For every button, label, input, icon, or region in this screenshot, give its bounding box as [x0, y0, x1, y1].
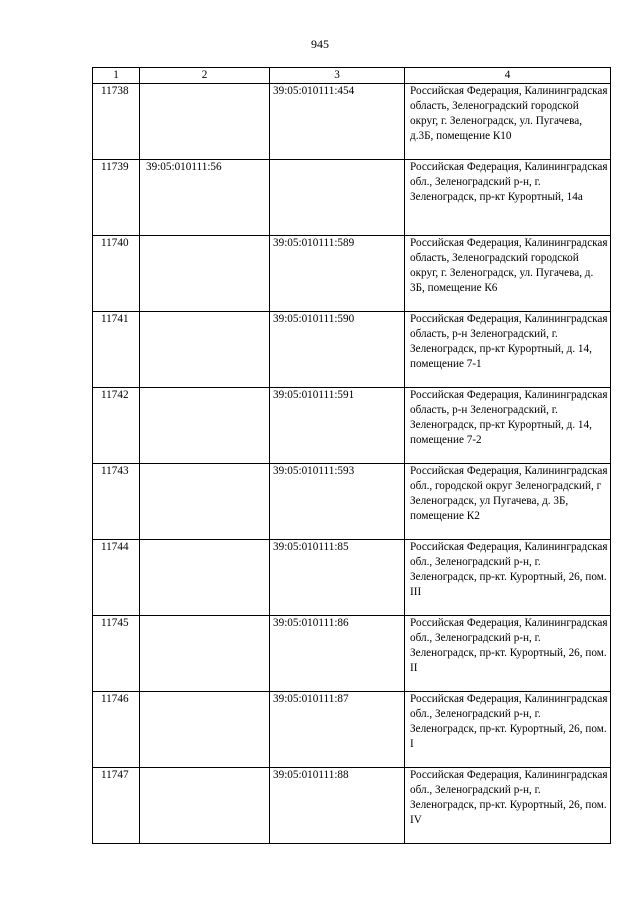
cadastral-number-col3: 39:05:010111:85	[270, 540, 405, 616]
record-number: 11746	[93, 692, 140, 768]
cadastral-number-col2: 39:05:010111:56	[140, 160, 270, 236]
table-row	[93, 160, 611, 236]
table-row	[93, 464, 611, 540]
address: Российская Федерация, Калининградская обл., Зеленоградский р-н, г. Зеленоградск, пр-кт. Курортный, 26, пом. I	[405, 692, 611, 768]
address: Российская Федерация, Калининградская обл., Зеленоградский р-н, г. Зеленоградск, пр-кт Курортный, 14а	[405, 160, 611, 236]
cadastral-number-col3: 39:05:010111:591	[270, 388, 405, 464]
table-row	[93, 236, 611, 312]
cadastral-number-col2	[140, 464, 270, 540]
address: Российская Федерация, Калининградская обл., Зеленоградский р-н, г. Зеленоградск, пр-кт. Курортный, 26, пом. II	[405, 616, 611, 692]
table-header-row	[93, 68, 611, 84]
cadastral-number-col3: 39:05:010111:454	[270, 84, 405, 160]
record-number: 11739	[93, 160, 140, 236]
table-row	[93, 540, 611, 616]
address: Российская Федерация, Калининградская область, Зеленоградский городской округ, г. Зеленоградск, ул. Пугачева, д.3Б, помещение К10	[405, 84, 611, 160]
table-row	[93, 768, 611, 844]
column-header-3: 3	[270, 68, 405, 84]
cadastral-number-col2	[140, 616, 270, 692]
cadastral-number-col2	[140, 236, 270, 312]
cadastral-number-col2	[140, 768, 270, 844]
table-row	[93, 692, 611, 768]
column-header-2: 2	[140, 68, 270, 84]
cadastral-number-col2	[140, 692, 270, 768]
cadastral-number-col3: 39:05:010111:590	[270, 312, 405, 388]
cadastral-number-col3: 39:05:010111:88	[270, 768, 405, 844]
cadastral-number-col3: 39:05:010111:593	[270, 464, 405, 540]
cadastral-number-col3	[270, 160, 405, 236]
record-number: 11745	[93, 616, 140, 692]
address: Российская Федерация, Калининградская обл., Зеленоградский р-н, г. Зеленоградск, пр-кт. Курортный, 26, пом. III	[405, 540, 611, 616]
page-number: 945	[311, 37, 329, 51]
record-number: 11738	[93, 84, 140, 160]
cadastral-number-col2	[140, 388, 270, 464]
column-header-1: 1	[93, 68, 140, 84]
record-number: 11742	[93, 388, 140, 464]
cadastral-number-col3: 39:05:010111:589	[270, 236, 405, 312]
record-number: 11747	[93, 768, 140, 844]
address: Российская Федерация, Калининградская обл., Зеленоградский р-н, г. Зеленоградск, пр-кт. Курортный, 26, пом. IV	[405, 768, 611, 844]
table-row	[93, 616, 611, 692]
record-number: 11740	[93, 236, 140, 312]
address: Российская Федерация, Калининградская обл., городской округ Зеленоградский, г Зеленоградск, ул Пугачева, д. 3Б, помещение К2	[405, 464, 611, 540]
address: Российская Федерация, Калининградская область, р-н Зеленоградский, г. Зеленоградск, пр-кт Курортный, д. 14, помещение 7-2	[405, 388, 611, 464]
record-number: 11741	[93, 312, 140, 388]
cadastral-number-col2	[140, 84, 270, 160]
column-header-4: 4	[405, 68, 611, 84]
registry-table	[92, 67, 611, 844]
address: Российская Федерация, Калининградская область, Зеленоградский городской округ, г. Зеленоградск, ул. Пугачева, д. 3Б, помещение К6	[405, 236, 611, 312]
cadastral-number-col3: 39:05:010111:87	[270, 692, 405, 768]
cadastral-number-col2	[140, 540, 270, 616]
table-row	[93, 84, 611, 160]
record-number: 11744	[93, 540, 140, 616]
cadastral-number-col2	[140, 312, 270, 388]
table-row	[93, 312, 611, 388]
address: Российская Федерация, Калининградская область, р-н Зеленоградский, г. Зеленоградск, пр-кт Курортный, д. 14, помещение 7-1	[405, 312, 611, 388]
record-number: 11743	[93, 464, 140, 540]
cadastral-number-col3: 39:05:010111:86	[270, 616, 405, 692]
table-row	[93, 388, 611, 464]
